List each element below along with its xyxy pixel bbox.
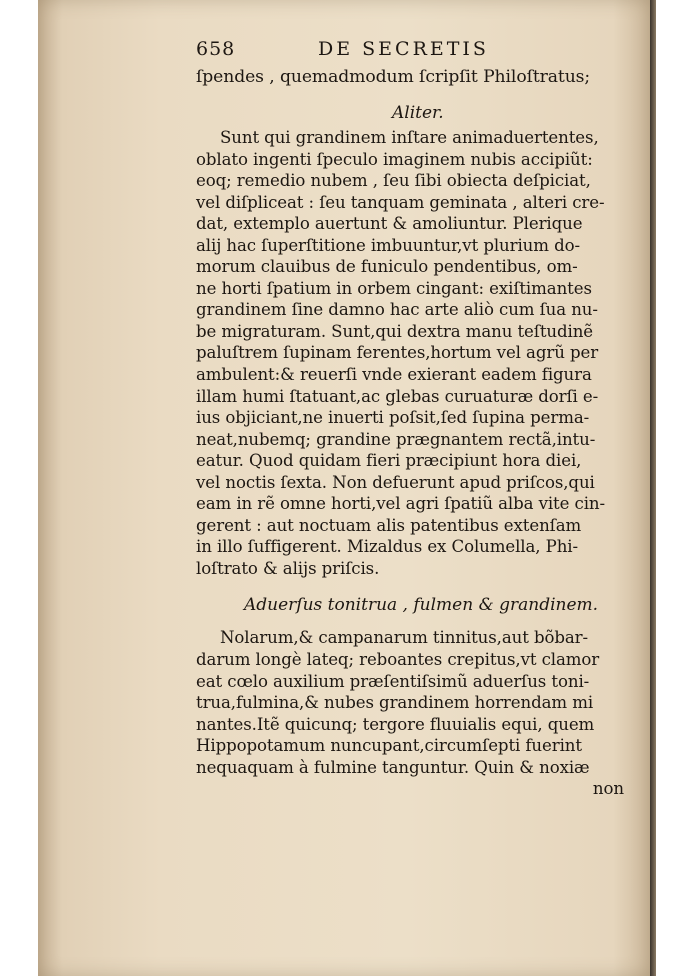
text-line: eat cœlo auxilium præſentiſsimũ aduerſus toni- [196,671,590,691]
text-line: vel diſpliceat : ſeu tanquam geminata , alteri cre- [196,192,605,212]
paragraph-2 [196,627,634,778]
text-line: Sunt qui grandinem inſtare animaduertentes, [220,128,599,147]
text-line: grandinem ſine damno hac arte aliò cum ſua nu- [196,300,598,320]
text-line: ambulent:& reuerſi vnde exierant eadem figura [196,365,592,385]
catchword: non [592,779,624,799]
text-line: alij hac ſuperſtitione imbuuntur,vt plurium do- [196,235,580,255]
text-line: nantes.Itẽ quicunq; tergore fluuialis equi, quem [196,714,595,734]
section-heading-aliter: Aliter. [392,103,444,123]
text-line: eatur. Quod quidam fieri præcipiunt hora diei, [196,451,582,471]
text-line: trua,fulmina,& nubes grandinem horrendam mi [196,693,594,713]
section-heading-tonitrua: Aduerſus tonitrua , fulmen & grandinem. [244,595,599,616]
text-line: morum clauibus de funiculo pendentibus, om- [196,257,578,277]
paragraph-1 [196,127,634,579]
running-head: DE SECRETIS [318,38,489,60]
text-line: darum longè lateq; reboantes crepitus,vt clamor [196,650,600,670]
text-line: paluſtrem ſupinam ferentes,hortum vel agrũ per [196,343,599,363]
text-line: oblato ingenti ſpeculo imaginem nubis accipiũt: [196,149,593,169]
text-line: illam humi ſtatuant,ac glebas curuaturæ dorſi e- [196,386,599,406]
text-line: in illo ſuffigerent. Mizaldus ex Columella, Phi- [196,537,579,557]
text-line: gerent : aut noctuam alis patentibus extenſam [196,515,582,535]
page-edge [650,0,656,976]
text-line: Nolarum,& campanarum tinnitus,aut bõbar- [220,628,589,648]
text-line: vel noctis ſexta. Non defuerunt apud priſcos,qui [196,472,595,492]
text-line: eoq; remedio nubem , ſeu ſibi obiecta deſpiciat, [196,171,591,191]
text-line: neat,nubemq; grandine prægnantem rectã,intu- [196,429,596,449]
text-line: be migraturam. Sunt,qui dextra manu teſtudinẽ [196,321,594,341]
text-line: loſtrato & alijs priſcis. [196,558,380,578]
text-block [196,38,634,800]
text-line: ne horti ſpatium in orbem cingant: exiſtimantes [196,278,592,298]
text-line: eam in rẽ omne horti,vel agri ſpatiũ alba vite cin- [196,494,606,514]
continuation-line: ſpendes , quemadmodum ſcripſit Philoſtratus; [196,67,591,87]
text-line: ius objiciant,ne inuerti poſsit,ſed ſupina perma- [196,408,590,428]
text-line: nequaquam à fulmine tanguntur. Quin & noxiæ [196,757,590,777]
page-header [196,38,634,64]
text-line: Hippopotamum nuncupant,circumſepti fuerint [196,736,582,756]
page-number: 658 [196,38,236,60]
text-line: dat, extemplo auertunt & amoliuntur. Plerique [196,214,583,234]
